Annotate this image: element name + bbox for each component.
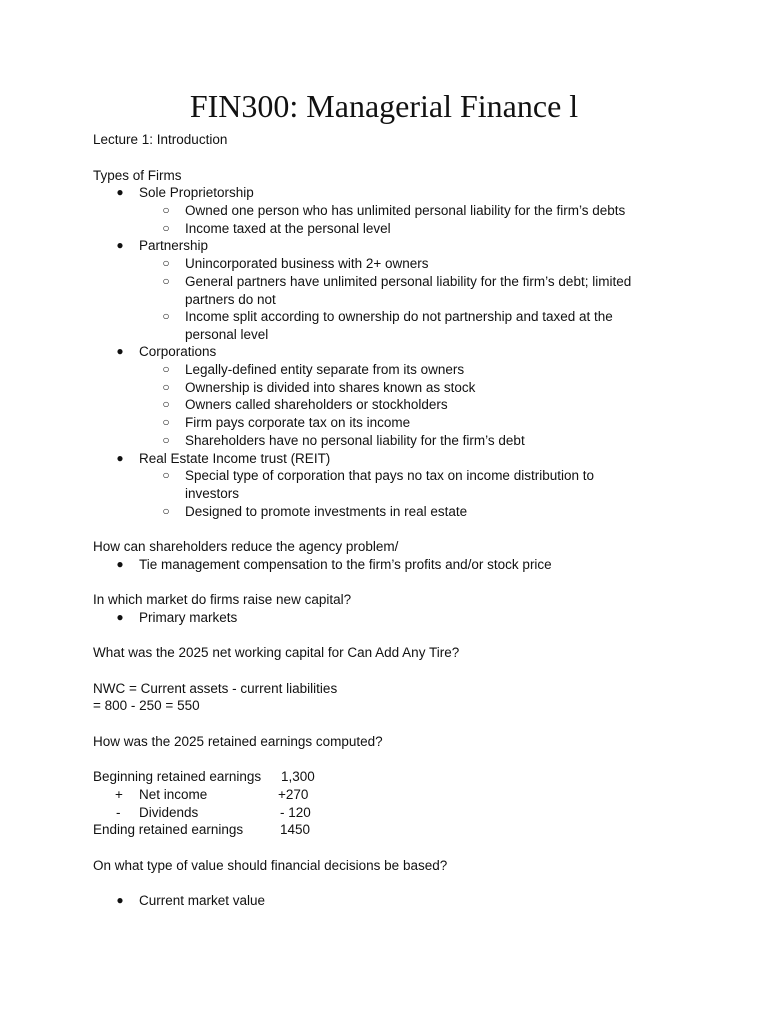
firm-point: Shareholders have no personal liability for the firm’s debt [185, 433, 525, 448]
bullet-icon: ● [116, 344, 124, 358]
retained-end-value: 1450 [280, 822, 311, 837]
circle-bullet-icon: ○ [162, 433, 170, 447]
firm-point: Income taxed at the personal level [185, 221, 391, 236]
question-nwc: What was the 2025 net working capital for Can Add Any Tire? [93, 645, 460, 660]
minus-sign: - [116, 805, 121, 820]
firm-point: Income split according to ownership do not partnership and taxed at the personal level [185, 309, 613, 342]
bullet-icon: ● [116, 185, 124, 199]
bullet-icon: ● [116, 451, 124, 465]
plus-sign: + [115, 787, 123, 802]
firm-point: Ownership is divided into shares known as stock [185, 380, 476, 395]
bullet-icon: ● [116, 238, 124, 252]
firm-type-label: Partnership [139, 238, 209, 253]
firm-point: Special type of corporation that pays no tax on income distribution to investors [185, 468, 594, 501]
retained-begin-label: Beginning retained earnings [93, 769, 262, 784]
lecture-subtitle: Lecture 1: Introduction [93, 132, 228, 147]
retained-end-label: Ending retained earnings [93, 822, 244, 837]
firm-point: Designed to promote investments in real estate [185, 504, 468, 519]
dividends-label: Dividends [139, 805, 199, 820]
circle-bullet-icon: ○ [162, 415, 170, 429]
retained-begin-value: 1,300 [281, 769, 315, 784]
question-market: In which market do firms raise new capital? [93, 592, 352, 607]
firm-point: Owned one person who has unlimited personal liability for the firm’s debts [185, 203, 626, 218]
net-income-label: Net income [139, 787, 208, 802]
circle-bullet-icon: ○ [162, 203, 170, 217]
question-retained: How was the 2025 retained earnings computed? [93, 734, 383, 749]
answer-value: Current market value [139, 893, 266, 908]
firm-type-label: Real Estate Income trust (REIT) [139, 451, 331, 466]
circle-bullet-icon: ○ [162, 380, 170, 394]
answer-agency: Tie management compensation to the firm’s profits and/or stock price [139, 557, 552, 572]
bullet-icon: ● [116, 893, 124, 907]
nwc-calculation: = 800 - 250 = 550 [93, 698, 200, 713]
circle-bullet-icon: ○ [162, 362, 170, 376]
firm-point: Owners called shareholders or stockholders [185, 397, 448, 412]
net-income-value: +270 [278, 787, 309, 802]
question-agency: How can shareholders reduce the agency problem/ [93, 539, 399, 554]
question-value: On what type of value should financial decisions be based? [93, 858, 448, 873]
firm-point: Firm pays corporate tax on its income [185, 415, 411, 430]
nwc-formula: NWC = Current assets - current liabilities [93, 681, 338, 696]
bullet-icon: ● [116, 610, 124, 624]
circle-bullet-icon: ○ [162, 256, 170, 270]
dividends-value: - 120 [280, 805, 311, 820]
firm-type-label: Sole Proprietorship [139, 185, 254, 200]
answer-market: Primary markets [139, 610, 238, 625]
firm-point: General partners have unlimited personal liability for the firm’s debt; limited partners do not [185, 274, 632, 307]
circle-bullet-icon: ○ [162, 221, 170, 235]
firm-type-label: Corporations [139, 344, 217, 359]
bullet-icon: ● [116, 557, 124, 571]
firm-point: Legally-defined entity separate from its owners [185, 362, 465, 377]
circle-bullet-icon: ○ [162, 504, 170, 518]
types-heading: Types of Firms [93, 168, 182, 183]
circle-bullet-icon: ○ [162, 397, 170, 411]
circle-bullet-icon: ○ [162, 309, 170, 323]
circle-bullet-icon: ○ [162, 468, 170, 482]
page-title: FIN300: Managerial Finance l [189, 88, 579, 124]
firm-point: Unincorporated business with 2+ owners [185, 256, 429, 271]
circle-bullet-icon: ○ [162, 274, 170, 288]
